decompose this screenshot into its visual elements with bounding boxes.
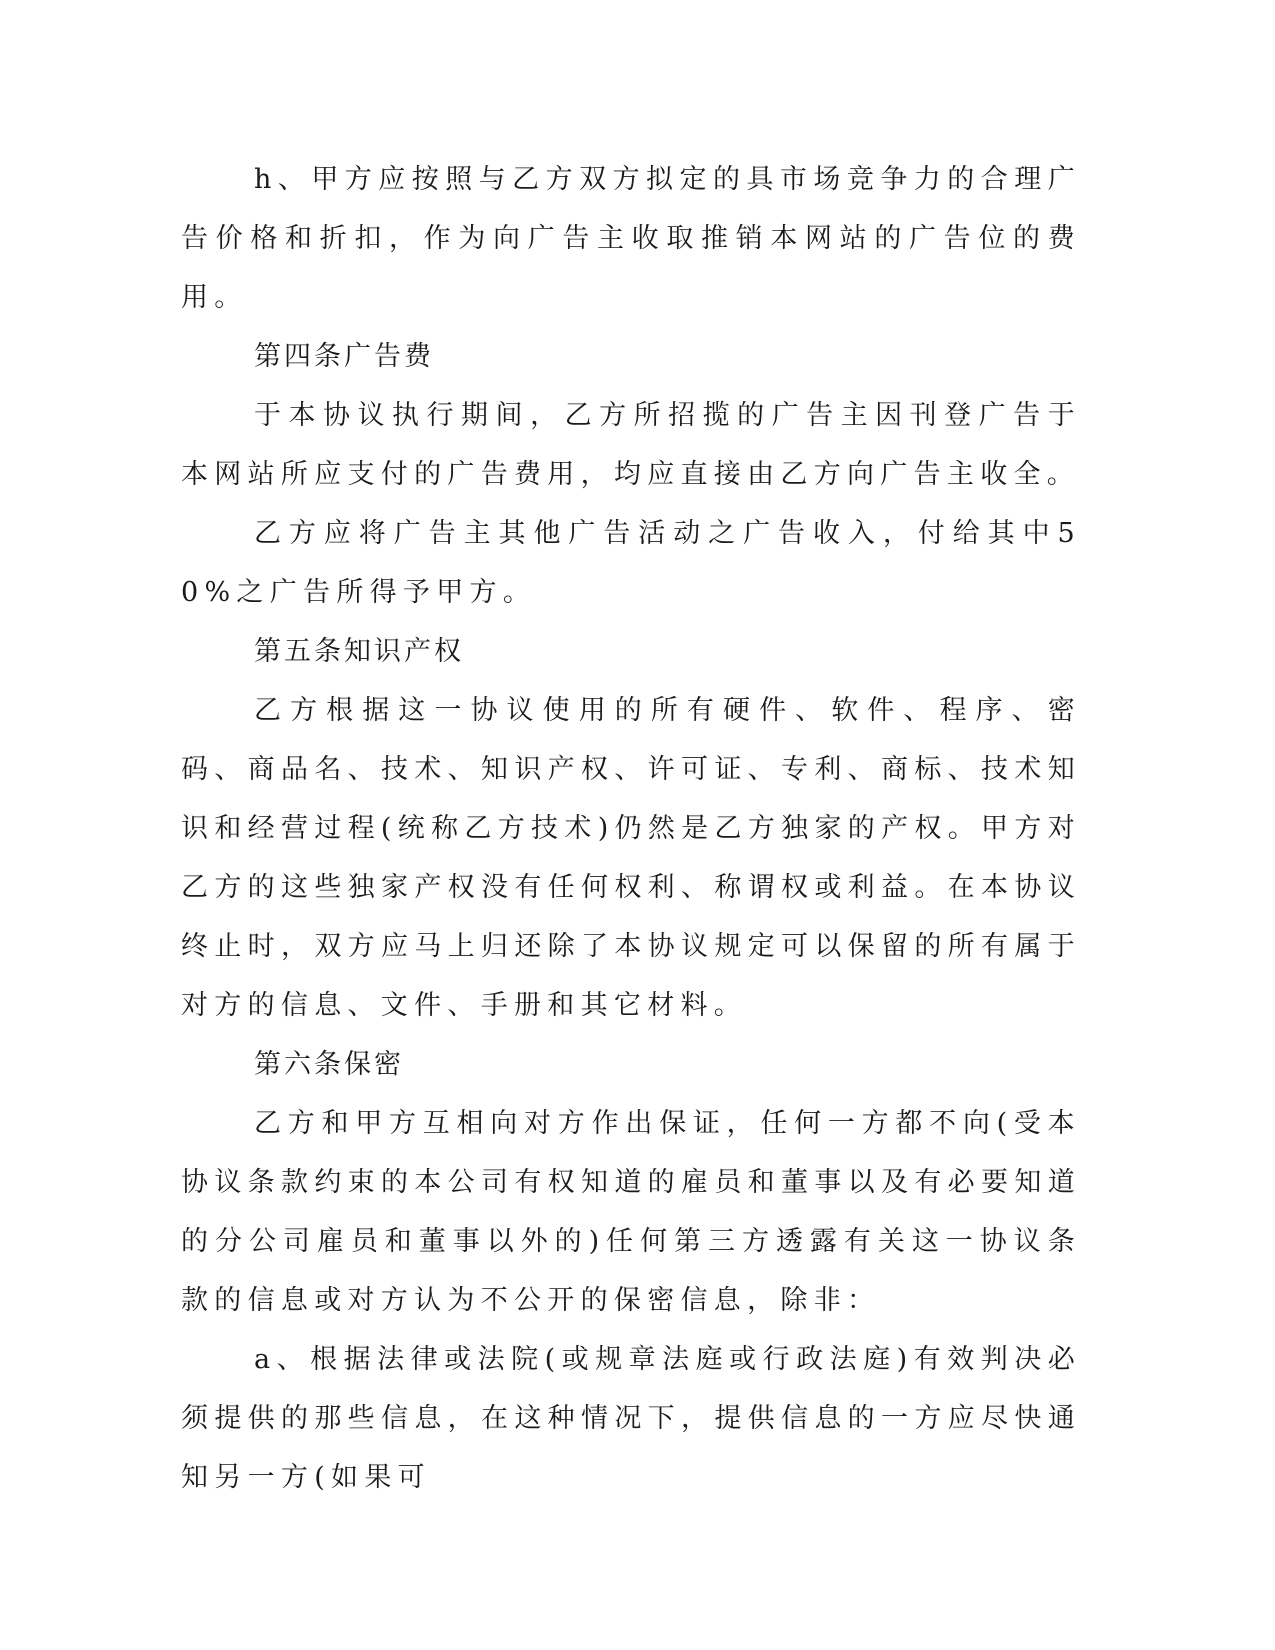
- paragraph-clause-a: a、根据法律或法院(或规章法庭或行政法庭)有效判决必须提供的那些信息，在这种情况下，提供信息的一方应尽快通知另一方(如果可: [181, 1344, 1081, 1493]
- paragraph-ad-revenue-share: 乙方应将广告主其他广告活动之广告收入，付给其中50%之广告所得予甲方。: [181, 518, 1081, 608]
- heading-article-5: 第五条知识产权: [254, 636, 464, 667]
- heading-article-4: 第四条广告费: [254, 341, 434, 372]
- heading-article-6: 第六条保密: [254, 1049, 404, 1080]
- paragraph-intellectual-property: 乙方根据这一协议使用的所有硬件、软件、程序、密码、商品名、技术、知识产权、许可证、专利、商标、技术知识和经营过程(统称乙方技术)仍然是乙方独家的产权。甲方对乙方的这些独家产权没有任何权利、称谓权或利益。在本协议终止时，双方应马上归还除了本协议规定可以保留的所有属于对方的信息、文件、手册和其它材料。: [181, 695, 1081, 1021]
- document-page: [181, 150, 1081, 1507]
- paragraph-confidentiality: 乙方和甲方互相向对方作出保证，任何一方都不向(受本协议条款约束的本公司有权知道的雇员和董事以及有必要知道的分公司雇员和董事以外的)任何第三方透露有关这一协议条款的信息或对方认为不公开的保密信息，除非：: [181, 1108, 1081, 1316]
- paragraph-clause-h: h、甲方应按照与乙方双方拟定的具市场竞争力的合理广告价格和折扣，作为向广告主收取推销本网站的广告位的费用。: [181, 164, 1081, 313]
- paragraph-ad-fee: 于本协议执行期间，乙方所招揽的广告主因刊登广告于本网站所应支付的广告费用，均应直接由乙方向广告主收全。: [181, 400, 1081, 490]
